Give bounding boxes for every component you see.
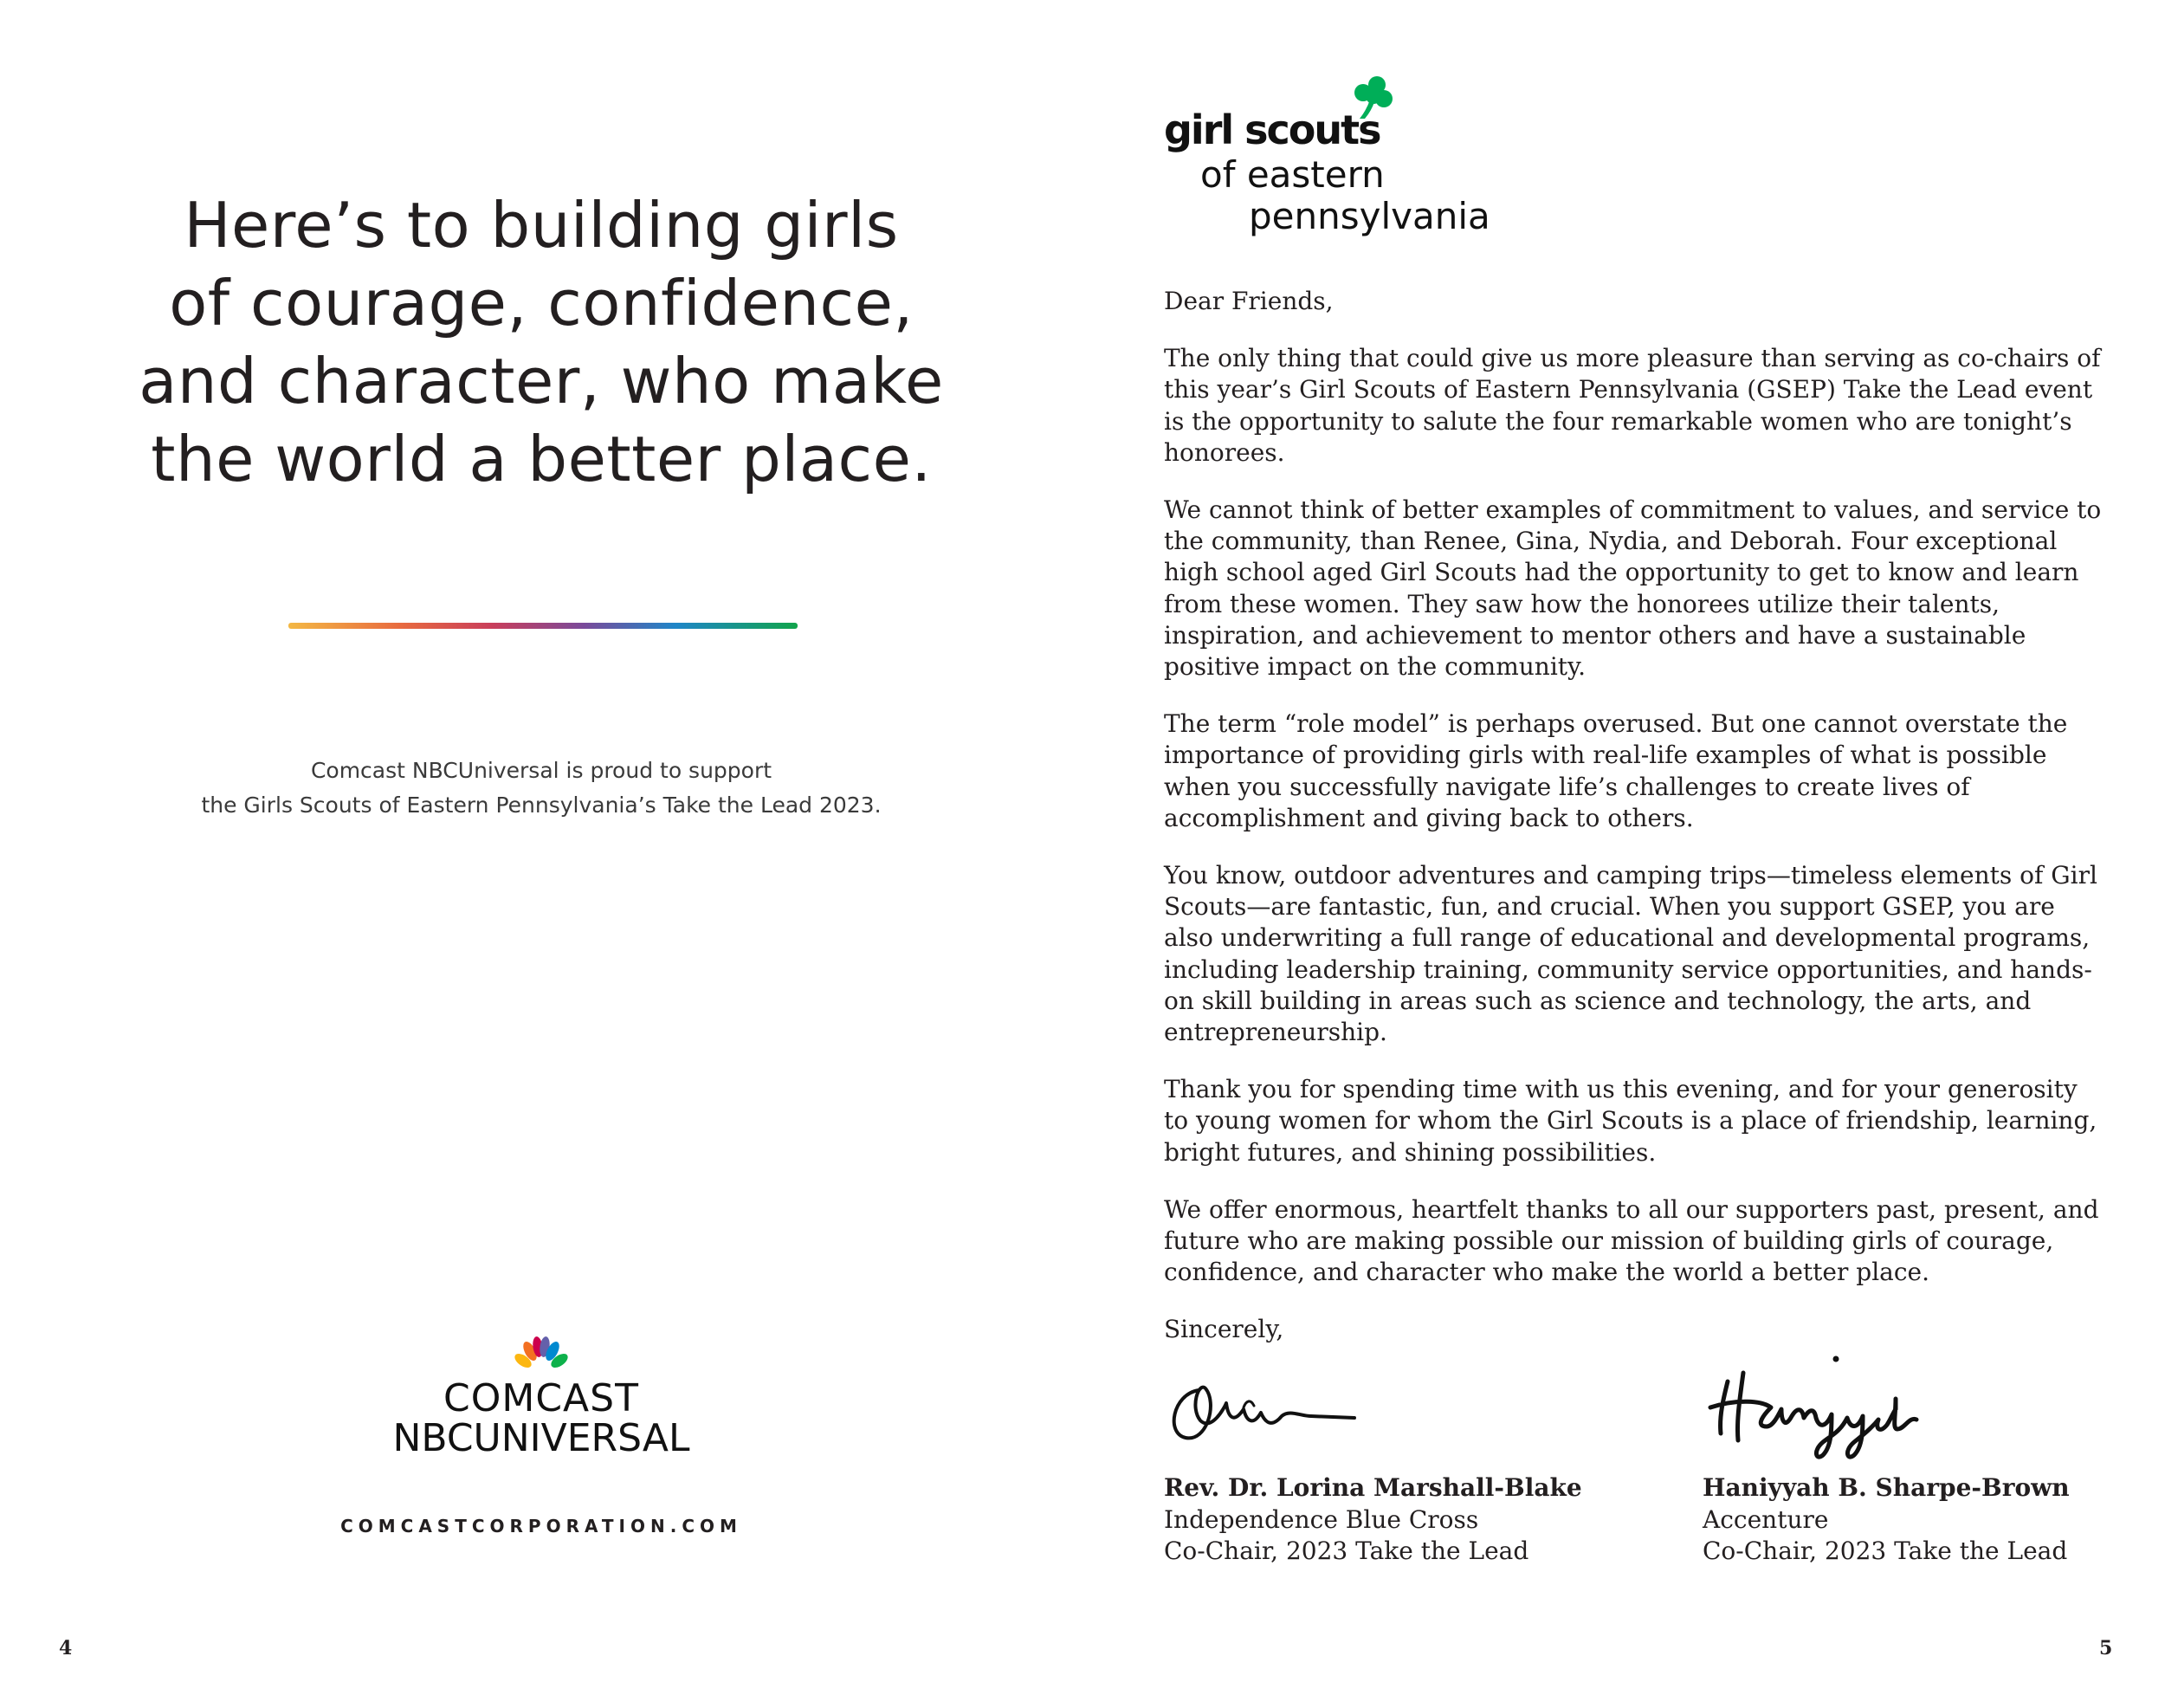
letter-paragraph: Thank you for spending time with us this evening, and for your generosity to young women for whom the Girl Scouts is a place of friendship, learning, bright futures, and shining possibilities.	[1164, 1075, 2097, 1167]
headline-line: of courage, confidence,	[169, 267, 914, 340]
page-number-left: 4	[59, 1637, 73, 1659]
closing: Sincerely,	[1164, 1315, 1284, 1344]
support-line: Comcast NBCUniversal is proud to support	[310, 758, 772, 783]
signer-1	[1164, 1472, 1582, 1568]
comcast-nbcuniversal-logo	[325, 1376, 758, 1460]
left-page	[0, 0, 1082, 1708]
signer-2	[1703, 1472, 2070, 1568]
signer-role: Co-Chair, 2023 Take the Lead	[1164, 1537, 1529, 1565]
letter-paragraph: You know, outdoor adventures and camping trips—timeless elements of Girl Scouts—are fantastic, fun, and crucial. When you support GSEP, you are also underwriting a full range of educational and developmental programs, including leadership training, community service opportunities, and hands-on skill building in areas such as science and technology, the arts, and entrepreneurship.	[1164, 861, 2097, 1047]
headline-line: and character, who make	[139, 345, 944, 417]
rainbow-divider	[288, 623, 798, 629]
comcast-url[interactable]: COMCASTCORPORATION.COM	[340, 1516, 742, 1537]
girl-scouts-name: girl scouts	[1164, 107, 1380, 153]
logo-line-1: COMCAST	[443, 1376, 639, 1420]
right-page	[1082, 0, 2165, 1708]
headline-line: Here’s to building girls	[184, 189, 899, 262]
signer-org: Accenture	[1703, 1504, 1829, 1534]
letter-paragraph: The term “role model” is perhaps overused. But one cannot overstate the importance of providing girls with real-life examples of what is possible when you successfully navigate life’s challenges to create lives of accomplishment and giving back to others.	[1164, 709, 2068, 832]
signer-name: Rev. Dr. Lorina Marshall-Blake	[1164, 1473, 1582, 1502]
support-line: the Girls Scouts of Eastern Pennsylvania’s Take the Lead 2023.	[201, 793, 882, 818]
signature-marshall-blake	[1164, 1355, 1363, 1459]
page-number-right: 5	[2099, 1637, 2113, 1659]
signature-sharpe-brown	[1702, 1347, 1936, 1468]
signer-role: Co-Chair, 2023 Take the Lead	[1703, 1537, 2068, 1565]
letter-paragraph: The only thing that could give us more pleasure than serving as co-chairs of this year’s Girl Scouts of Eastern Pennsylvania (GSEP) Take the Lead event is the opportunity to salute the four remarkable women who are tonight’s honorees.	[1164, 344, 2101, 467]
girl-scouts-line2: of eastern	[1200, 153, 1385, 196]
letter-body	[1164, 286, 2108, 1372]
headline	[65, 186, 1018, 498]
signer-name: Haniyyah B. Sharpe-Brown	[1703, 1473, 2070, 1502]
headline-line: the world a better place.	[151, 423, 932, 495]
logo-line-2: NBCUNIVERSAL	[392, 1416, 690, 1460]
greeting: Dear Friends,	[1164, 287, 1334, 315]
letter-paragraph: We cannot think of better examples of commitment to values, and service to the community, than Renee, Gina, Nydia, and Deborah. Four exceptional high school aged Girl Scouts had the opportunity to get to know and learn from these women. They saw how the honorees utilize their talents, inspiration, and achievement to mentor others and have a sustainable positive impact on the community.	[1164, 495, 2102, 682]
peacock-icon	[514, 1336, 569, 1373]
support-text	[65, 754, 1018, 823]
signer-org: Independence Blue Cross	[1164, 1504, 1479, 1534]
girl-scouts-logo	[1164, 74, 1510, 247]
girl-scouts-line3: pennsylvania	[1249, 195, 1490, 237]
letter-paragraph: We offer enormous, heartfelt thanks to all our supporters past, present, and future who are making possible our mission of building girls of courage, confidence, and character who make the world a better place.	[1164, 1194, 2099, 1287]
